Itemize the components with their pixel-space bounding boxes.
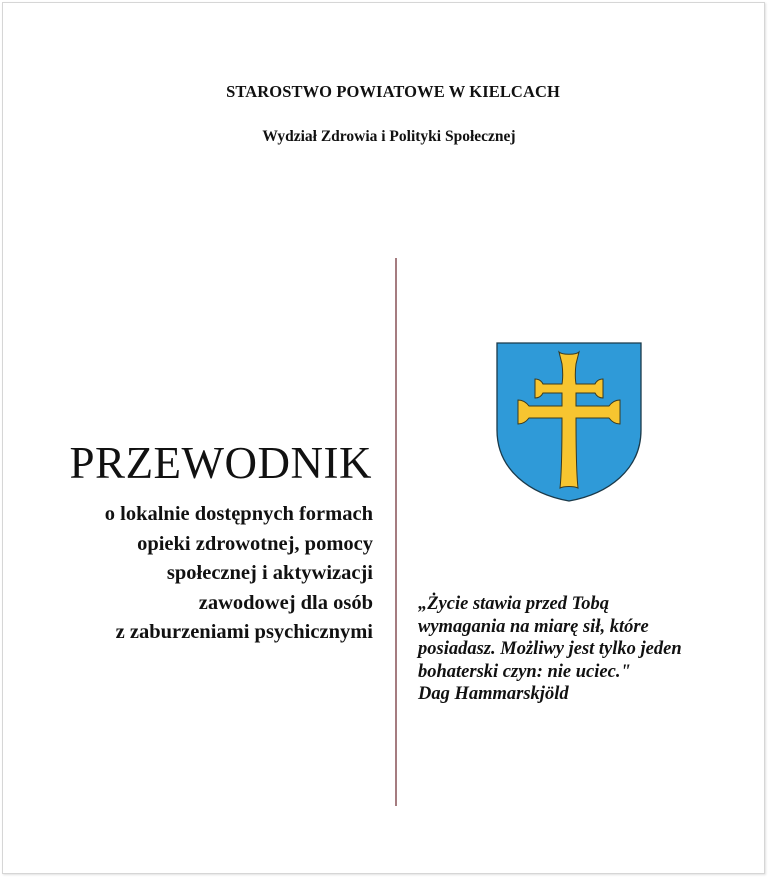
quote-line: wymagania na miarę sił, które xyxy=(418,616,649,637)
vertical-divider xyxy=(395,258,397,806)
quote-line: bohaterski czyn: nie uciec." xyxy=(418,661,631,682)
quote-author: Dag Hammarskjöld xyxy=(418,684,569,704)
document-title: PRZEWODNIK xyxy=(69,438,372,488)
subtitle-line: z zaburzeniami psychicznymi xyxy=(115,621,373,643)
institution-heading: STAROSTWO POWIATOWE W KIELCACH xyxy=(226,82,560,101)
coat-of-arms-double-cross-icon xyxy=(496,342,642,502)
subtitle-line: opieki zdrowotnej, pomocy xyxy=(137,532,373,555)
department-heading: Wydział Zdrowia i Polityki Społecznej xyxy=(262,128,516,145)
document-subtitle xyxy=(105,500,373,648)
subtitle-line: zawodowej dla osób xyxy=(198,591,373,614)
quote xyxy=(418,593,682,706)
quote-line: „Życie stawia przed Tobą xyxy=(418,594,609,614)
subtitle-line: o lokalnie dostępnych formach xyxy=(104,503,373,525)
quote-line: posiadasz. Możliwy jest tylko jeden xyxy=(418,639,682,659)
subtitle-line: społecznej i aktywizacji xyxy=(166,562,373,584)
